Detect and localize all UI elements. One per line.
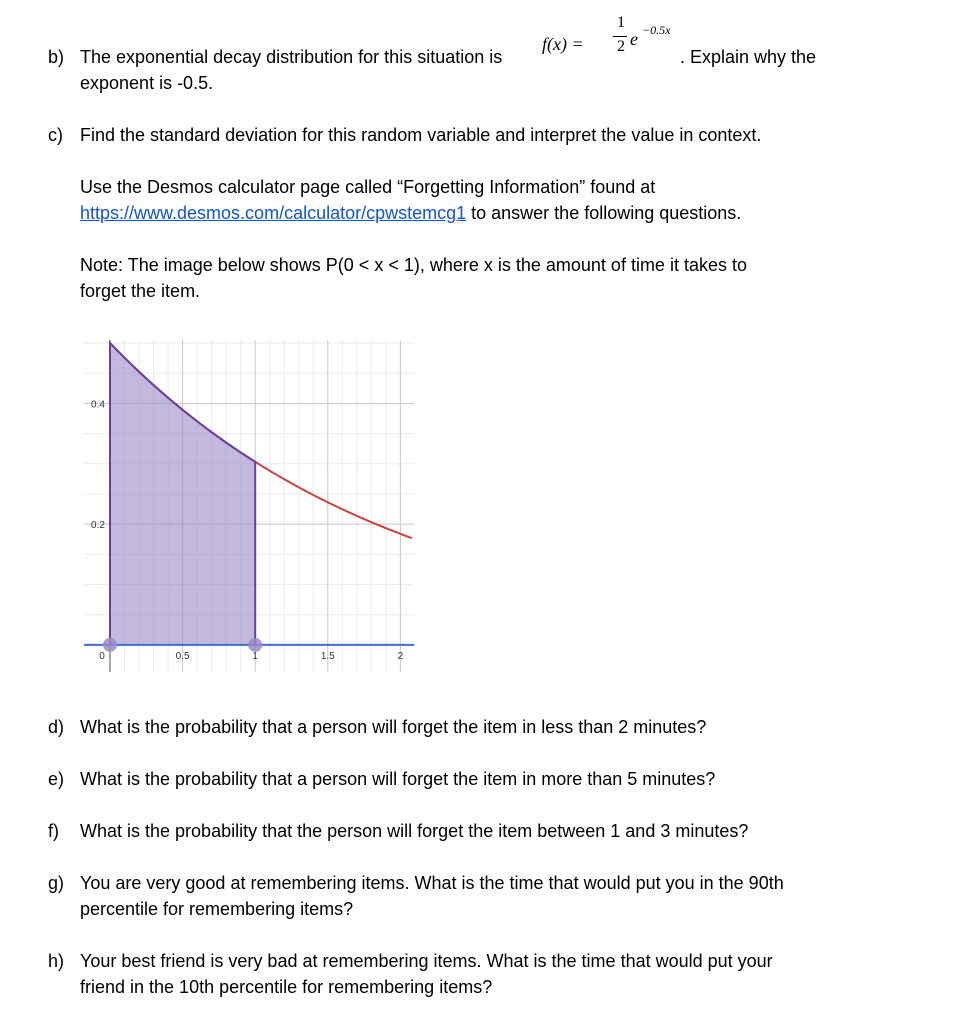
desmos-instructions-line2 (80, 202, 741, 224)
note-text-line2: forget the item. (80, 281, 201, 301)
formula-base: e (630, 29, 638, 49)
exponential-pdf-graph (80, 332, 416, 682)
formula-denominator: 2 (617, 38, 625, 55)
desmos-link[interactable]: https://www.desmos.com/calculator/cpwstemcg1 (80, 203, 467, 223)
upper-bound-point[interactable] (248, 638, 262, 652)
part-b-text-after: . Explain why the (680, 47, 817, 67)
part-b-text-line2: exponent is -0.5. (80, 73, 214, 93)
question-f-label: f) (48, 821, 59, 841)
formula-numerator: 1 (617, 14, 625, 31)
desmos-instructions-rest: to answer the following questions. (466, 203, 742, 223)
question-h-label: h) (48, 951, 65, 971)
x-tick-labels (99, 651, 403, 662)
x-tick-label: 2 (397, 650, 404, 662)
x-tick-label: 0.5 (175, 650, 190, 662)
note-text: Note: The image below shows P(0 < x < 1), where x is the amount of time it takes to (80, 255, 747, 275)
x-tick-label: 1.5 (320, 650, 335, 662)
question-d-text: What is the probability that a person will forget the item in less than 2 minutes? (80, 717, 707, 737)
question-h-text: Your best friend is very bad at remembering items. What is the time that would put your (80, 951, 773, 971)
question-f-text: What is the probability that the person will forget the item between 1 and 3 minutes? (80, 821, 749, 841)
formula-exponent: −0.5x (642, 23, 671, 37)
part-b-text: The exponential decay distribution for this situation is (80, 47, 503, 67)
question-g-text: You are very good at remembering items. What is the time that would put you in the 90th (80, 873, 784, 893)
desmos-instructions: Use the Desmos calculator page called “Forgetting Information” found at (80, 177, 656, 197)
question-h-text-line2: friend in the 10th percentile for remembering items? (80, 977, 493, 997)
fraction-bar (613, 36, 627, 37)
part-b-label: b) (48, 47, 65, 67)
lower-bound-point[interactable] (103, 638, 117, 652)
x-tick-label: 0 (99, 650, 105, 662)
y-tick-label: 0.4 (91, 399, 105, 411)
part-c-label: c) (48, 125, 63, 145)
question-g-text-line2: percentile for remembering items? (80, 899, 354, 919)
question-g-label: g) (48, 873, 65, 893)
question-e-text: What is the probability that a person will forget the item in more than 5 minutes? (80, 769, 716, 789)
question-e-label: e) (48, 769, 65, 789)
y-tick-labels (91, 399, 105, 531)
question-d-label: d) (48, 717, 65, 737)
x-tick-label: 1 (252, 650, 258, 662)
formula-lhs: f(x) = (542, 34, 584, 54)
part-c-text: Find the standard deviation for this random variable and interpret the value in context. (80, 125, 762, 145)
y-tick-label: 0.2 (91, 520, 105, 532)
